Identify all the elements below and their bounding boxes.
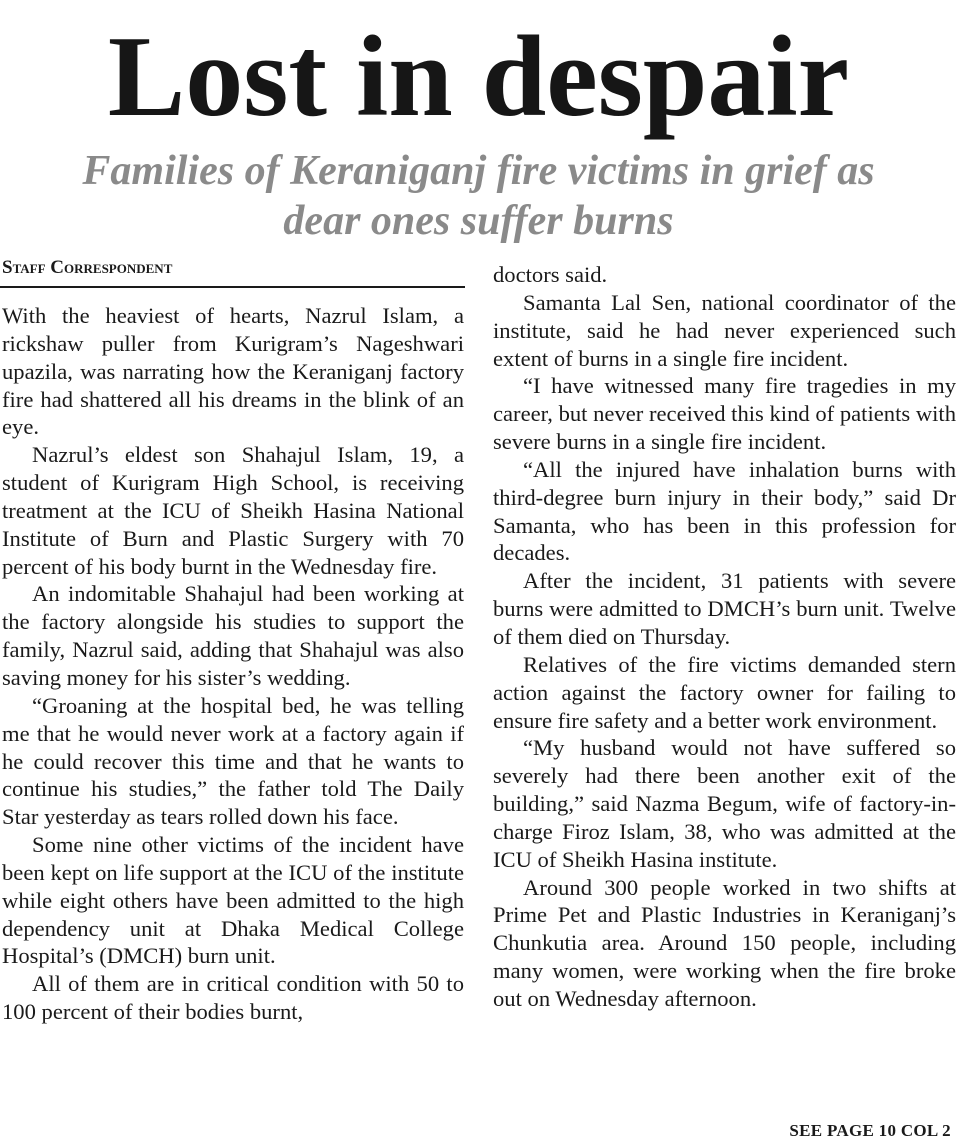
- paragraph-continuation: doctors said.: [493, 262, 608, 287]
- article-column-left: [2, 302, 464, 1144]
- paragraph: Nazrul’s eldest son Shahajul Islam, 19, a student of Kurigram High School, is receiving treatment at the ICU of Sheikh Hasina National Institute of Burn and Plastic Surgery with 70 percent of his body burnt in the Wednesday fire.: [2, 442, 464, 579]
- byline: Staff Correspondent: [2, 257, 173, 278]
- byline-divider: [0, 286, 465, 288]
- paragraph: “I have witnessed many fire tragedies in my career, but never received this kind of patients with severe burns in a single fire incident.: [493, 373, 956, 455]
- paragraph: Some nine other victims of the incident have been kept on life support at the ICU of the institute while eight others have been admitted to the high dependency unit at Dhaka Medical College Hospital’s (DMCH) burn unit.: [2, 832, 464, 969]
- paragraph: Samanta Lal Sen, national coordinator of the institute, said he had never experienced such extent of burns in a single fire incident.: [493, 289, 956, 371]
- paragraph: An indomitable Shahajul had been working at the factory alongside his studies to support the family, Nazrul said, adding that Shahajul was also saving money for his sister’s wedding.: [2, 581, 464, 690]
- paragraph: With the heaviest of hearts, Nazrul Islam, a rickshaw puller from Kurigram’s Nageshwari upazila, was narrating how the Keraniganj factory fire had shattered all his dreams in the blink of an eye.: [2, 303, 464, 440]
- paragraph: Relatives of the fire victims demanded stern action against the factory owner for failing to ensure fire safety and a better work environment.: [493, 651, 956, 733]
- headline: Lost in despair: [107, 13, 850, 141]
- paragraph: “My husband would not have suffered so severely had there been another exit of the building,” said Nazma Begum, wife of factory-in-charge Firoz Islam, 38, who was admitted at the ICU of Sheikh Hasina institute.: [493, 735, 956, 872]
- paragraph: After the incident, 31 patients with severe burns were admitted to DMCH’s burn unit. Twelve of them died on Thursday.: [493, 568, 956, 649]
- jump-line: SEE PAGE 10 COL 2: [789, 1121, 951, 1140]
- paragraph: “Groaning at the hospital bed, he was telling me that he would never work at a factory again if he could recover this time and that he wants to continue his studies,” the father told The Daily Star yesterday as tears rolled down his face.: [2, 692, 464, 830]
- paragraph: All of them are in critical condition with 50 to 100 percent of their bodies burnt,: [2, 971, 464, 1025]
- subheadline: Families of Keraniganj fire victims in grief as dear ones suffer burns: [82, 148, 875, 244]
- paragraph: “All the injured have inhalation burns with third-degree burn injury in their body,” said Dr Samanta, who has been in this profession for decades.: [493, 456, 956, 566]
- paragraph: Around 300 people worked in two shifts at Prime Pet and Plastic Industries in Keraniganj’s Chunkutia area. Around 150 people, including many women, were working when the fire broke out on Wednesday afternoon.: [493, 874, 956, 1011]
- article-column-right: [493, 261, 956, 1121]
